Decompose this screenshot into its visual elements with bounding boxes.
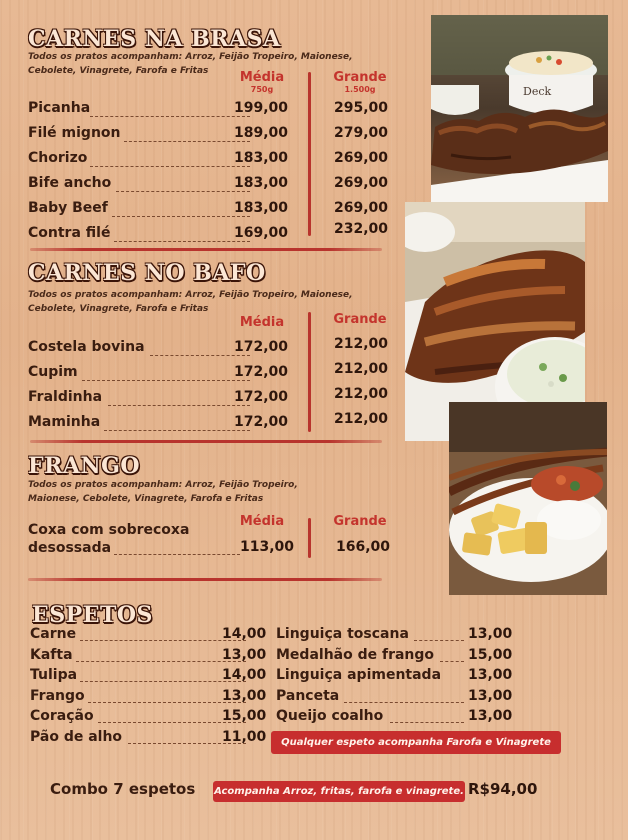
frango-item-line1: Coxa com sobrecoxa xyxy=(28,522,190,538)
dot-leader xyxy=(90,116,250,117)
frango-col-media: Média xyxy=(239,514,285,529)
item-name: Frango xyxy=(30,687,85,704)
price-grande: 212,00 xyxy=(334,361,389,377)
espetos-left-list xyxy=(30,626,270,750)
price-grande: 269,00 xyxy=(334,150,389,166)
item-name: Pão de alho xyxy=(30,728,123,745)
menu-row xyxy=(28,175,388,200)
item-price: 13,00 xyxy=(468,667,513,684)
item-name: Linguiça apimentada xyxy=(276,667,442,684)
item-name: Tulipa xyxy=(30,667,78,684)
price-media: 169,00 xyxy=(234,225,289,241)
price-media: 199,00 xyxy=(234,100,289,116)
price-media: 183,00 xyxy=(234,175,289,191)
dot-leader xyxy=(104,430,250,431)
combo-price: R$94,00 xyxy=(468,780,538,798)
photo-picanha-image xyxy=(431,15,608,202)
dot-leader xyxy=(76,661,246,662)
price-grande: 212,00 xyxy=(334,386,389,402)
menu-row xyxy=(276,667,516,688)
brasa-col-media-sub: 750g xyxy=(250,85,274,94)
bafo-note: Todos os pratos acompanham: Arroz, Feijão Tropeiro, Maionese, Cebolete, Vinagrete, Farofa e Fritas xyxy=(28,290,353,314)
item-name: Baby Beef xyxy=(28,200,108,216)
combo-label: Combo 7 espetos xyxy=(50,780,196,798)
price-grande: 232,00 xyxy=(334,221,389,237)
price-media: 172,00 xyxy=(234,414,289,430)
menu-row xyxy=(30,667,270,688)
photo-picanha-plate xyxy=(431,15,608,202)
item-name: Linguiça toscana xyxy=(276,626,409,642)
item-price: 13,00 xyxy=(222,687,267,704)
item-price: 13,00 xyxy=(468,687,513,704)
item-name: Bife ancho xyxy=(28,175,112,191)
price-grande: 279,00 xyxy=(334,125,389,141)
menu-row xyxy=(28,411,389,439)
section-rule xyxy=(30,440,382,443)
item-name: Cupim xyxy=(28,364,78,380)
section-rule xyxy=(28,578,382,581)
frango-title: FRANGO xyxy=(28,453,141,479)
item-price: 14,00 xyxy=(222,626,267,642)
dot-leader xyxy=(114,554,240,555)
menu-row xyxy=(30,729,270,750)
bafo-col-grande: Grande xyxy=(333,312,387,327)
frango-divider xyxy=(308,518,311,558)
dot-leader xyxy=(108,405,250,406)
item-name: Medalhão de frango xyxy=(276,646,435,663)
price-grande: 212,00 xyxy=(334,336,389,352)
price-media: 189,00 xyxy=(234,125,289,141)
menu-row xyxy=(28,100,388,125)
dot-leader xyxy=(390,722,464,723)
item-name: Coração xyxy=(30,708,94,725)
price-grande: 269,00 xyxy=(334,175,389,191)
price-media: 172,00 xyxy=(234,364,289,380)
price-media: 183,00 xyxy=(234,200,289,216)
price-media: 172,00 xyxy=(234,339,289,355)
price-media: 183,00 xyxy=(234,150,289,166)
dot-leader xyxy=(112,216,250,217)
espetos-title: ESPETOS xyxy=(32,602,153,628)
dot-leader xyxy=(90,166,250,167)
frango-item-line2: desossada xyxy=(28,540,112,556)
item-price: 15,00 xyxy=(222,708,267,725)
item-price: 13,00 xyxy=(468,708,513,725)
dot-leader xyxy=(150,355,250,356)
frango-price-media: 113,00 xyxy=(240,539,295,555)
item-name: Filé mignon xyxy=(28,125,121,141)
item-price: 15,00 xyxy=(468,646,513,663)
bafo-title: CARNES NO BAFO xyxy=(28,260,266,286)
item-price: 14,00 xyxy=(222,667,267,684)
price-media: 172,00 xyxy=(234,389,289,405)
item-price: 13,00 xyxy=(468,626,513,642)
item-price: 11,00 xyxy=(222,728,267,745)
photo-espetos-plate xyxy=(449,402,607,595)
frango-note: Todos os pratos acompanham: Arroz, Feijão Tropeiro, Maionese, Cebolete, Vinagrete, Farofa e Fritas xyxy=(28,480,298,504)
menu-row xyxy=(30,626,270,647)
menu-row xyxy=(28,221,389,250)
frango-price-grande: 166,00 xyxy=(336,539,391,555)
menu-row xyxy=(28,150,388,175)
item-name: Queijo coalho xyxy=(276,708,384,725)
item-name: Contra filé xyxy=(28,225,111,241)
menu-row xyxy=(30,688,270,709)
brasa-col-grande: Grande xyxy=(333,70,387,85)
dot-leader xyxy=(124,141,250,142)
menu-row xyxy=(30,647,270,668)
section-rule xyxy=(30,248,382,251)
price-grande: 295,00 xyxy=(334,100,389,116)
price-grande: 212,00 xyxy=(334,411,389,427)
item-name: Carne xyxy=(30,626,77,642)
menu-row xyxy=(28,125,388,150)
bafo-list xyxy=(28,336,389,439)
dot-leader xyxy=(114,241,250,242)
bafo-col-media: Média xyxy=(239,315,285,330)
item-name: Picanha xyxy=(28,100,91,116)
price-grande: 269,00 xyxy=(334,200,389,216)
item-name: Kafta xyxy=(30,646,73,663)
menu-row xyxy=(276,688,516,709)
brasa-col-grande-sub: 1.500g xyxy=(344,85,376,94)
menu-row xyxy=(276,708,516,729)
dot-leader xyxy=(414,640,464,641)
bowl-logo-text: Deck xyxy=(523,85,552,98)
dot-leader xyxy=(116,191,250,192)
frango-col-grande: Grande xyxy=(333,514,387,529)
espetos-right-list xyxy=(276,626,516,729)
brasa-col-media: Média xyxy=(239,70,285,85)
item-name: Chorizo xyxy=(28,150,88,166)
menu-row xyxy=(276,647,516,668)
menu-row xyxy=(30,708,270,729)
item-name: Maminha xyxy=(28,414,101,430)
item-price: 13,00 xyxy=(222,646,267,663)
combo-note-badge: Acompanha Arroz, fritas, farofa e vinagrete. xyxy=(213,781,465,802)
brasa-note: Todos os pratos acompanham: Arroz, Feijão Tropeiro, Maionese, Cebolete, Vinagrete, Farofa e Fritas xyxy=(28,52,353,76)
menu-row xyxy=(276,626,516,647)
item-name: Panceta xyxy=(276,687,340,704)
dot-leader xyxy=(344,702,464,703)
dot-leader xyxy=(82,380,250,381)
dot-leader xyxy=(440,661,464,662)
photo-espetos-image xyxy=(449,402,607,595)
brasa-title: CARNES NA BRASA xyxy=(28,26,281,52)
item-name: Costela bovina xyxy=(28,339,145,355)
brasa-list xyxy=(28,100,388,250)
item-name: Fraldinha xyxy=(28,389,103,405)
espetos-note-badge: Qualquer espeto acompanha Farofa e Vinagrete xyxy=(271,731,561,754)
